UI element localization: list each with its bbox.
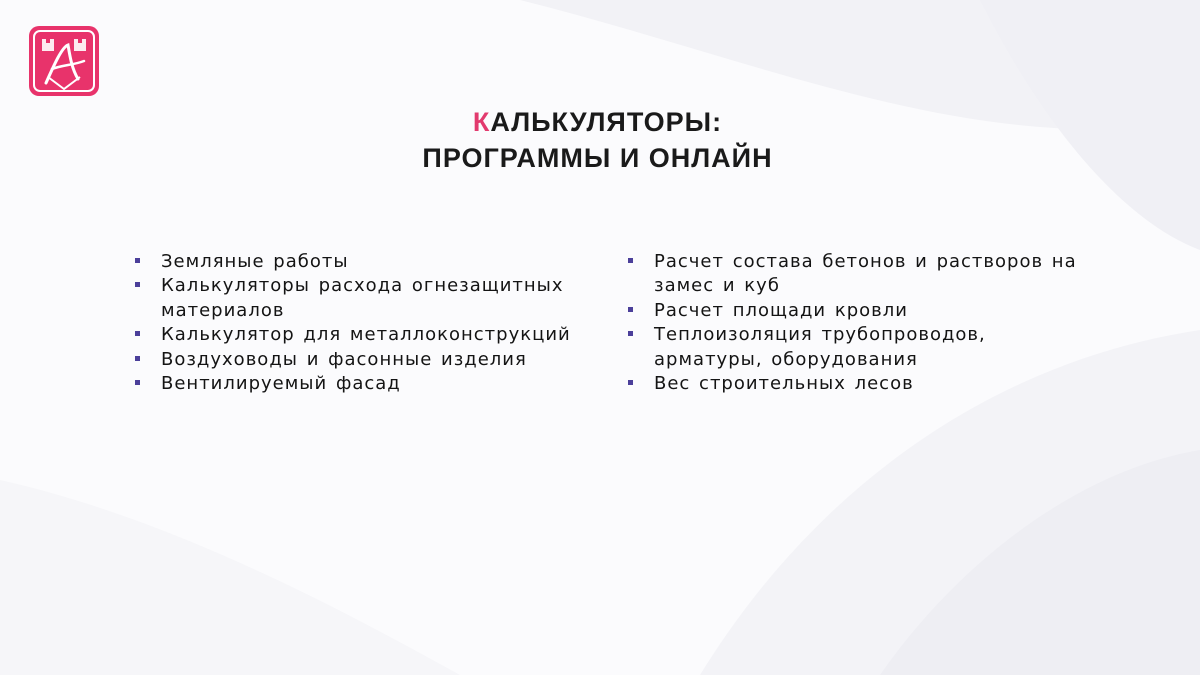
list-item [134,250,604,274]
title-line-1-rest: АЛЬКУЛЯТОРЫ: [490,107,723,137]
title-line-2: ПРОГРАММЫ И ОНЛАЙН [422,143,773,173]
bullet-icon [628,258,633,263]
list-item [627,299,1097,323]
list-item [134,323,604,347]
right-bullet-list [627,250,1097,396]
bullet-icon [135,356,140,361]
list-item [627,323,1097,372]
list-item-text: Вес строительных лесов [654,373,914,395]
bullet-icon [135,331,140,336]
bullet-icon [628,331,633,336]
slide-title [0,104,1195,176]
list-item-text: Расчет состава бетонов и растворов на замес и куб [654,251,1077,297]
list-item [134,274,604,323]
list-item-text: Калькулятор для металлоконструкций [161,324,571,346]
bullet-icon [135,258,140,263]
bullet-icon [628,380,633,385]
title-line-1 [0,104,1195,140]
list-item [627,250,1097,299]
list-item-text: Калькуляторы расхода огнезащитных материалов [161,275,564,321]
title-accent-letter: К [472,107,491,137]
list-item-text: Расчет площади кровли [654,299,908,321]
list-item [627,372,1097,396]
list-item-text: Воздуховоды и фасонные изделия [161,348,527,370]
list-item-text: Вентилируемый фасад [161,373,401,395]
left-bullet-list [134,250,604,396]
list-item [134,348,604,372]
bullet-icon [628,307,633,312]
logo-emblem [28,25,100,97]
list-item-text: Земляные работы [161,251,349,272]
list-item-text: Теплоизоляция трубопроводов, арматуры, оборудования [654,324,986,370]
bullet-icon [135,380,140,385]
bullet-icon [135,282,140,287]
list-item [134,372,604,396]
